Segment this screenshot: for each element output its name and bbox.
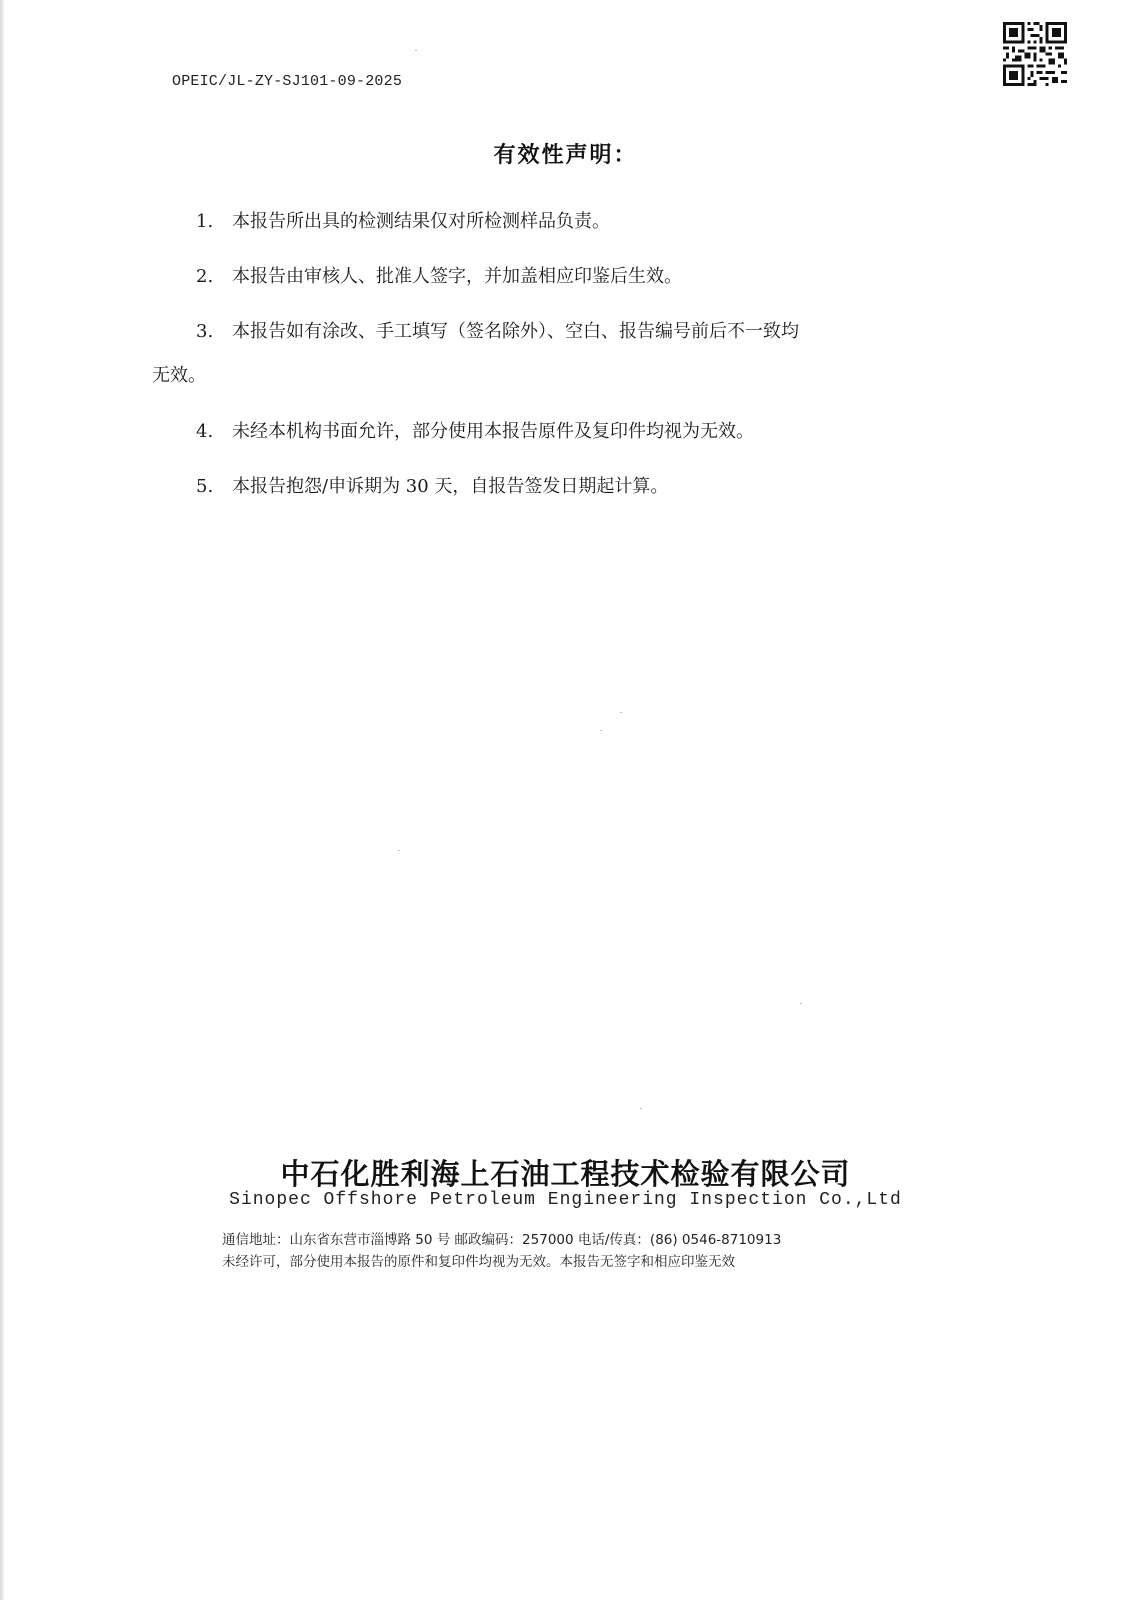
clause-number: 3. [196,321,214,342]
scan-speck [620,712,622,713]
scan-speck [800,1003,802,1004]
scan-speck [600,730,602,731]
clause-number: 4. [196,421,214,442]
clause-5 [196,465,668,509]
clause-text: 本报告所出具的检测结果仅对所检测样品负责。 [232,211,610,232]
contact-info: 通信地址：山东省东营市淄博路 50 号 邮政编码：257000 电话/传真：(86) 0546-8710913 [222,1232,782,1248]
clause-number: 2. [196,266,214,287]
scan-edge [0,0,4,1600]
company-name-english: Sinopec Offshore Petroleum Engineering Inspection Co.,Ltd [229,1190,902,1210]
scan-speck [398,850,400,851]
page-title: 有效性声明： [493,143,638,168]
clause-2 [196,255,682,299]
scan-speck [415,50,417,51]
clause-1 [196,200,610,244]
clause-number: 1. [196,211,214,232]
company-name-chinese: 中石化胜利海上石油工程技术检验有限公司 [280,1157,851,1191]
usage-notice: 未经许可，部分使用本报告的原件和复印件均视为无效。本报告无签字和相应印鉴无效 [222,1254,735,1270]
scan-speck [640,1108,642,1109]
clause-text: 本报告抱怨/申诉期为 30 天，自报告签发日期起计算。 [232,476,669,497]
document-code: OPEIC/JL-ZY-SJ101-09-2025 [172,73,403,90]
qr-code-icon [1003,22,1067,86]
clause-text: 本报告如有涂改、手工填写（签名除外）、空白、报告编号前后不一致均 [232,321,799,342]
clause-text: 本报告由审核人、批准人签字，并加盖相应印鉴后生效。 [232,266,682,287]
clause-text: 未经本机构书面允许，部分使用本报告原件及复印件均视为无效。 [232,421,754,442]
clause-3 [196,310,799,354]
clause-4 [196,410,754,454]
clause-number: 5. [196,476,214,497]
clause-3-continuation: 无效。 [152,365,206,386]
